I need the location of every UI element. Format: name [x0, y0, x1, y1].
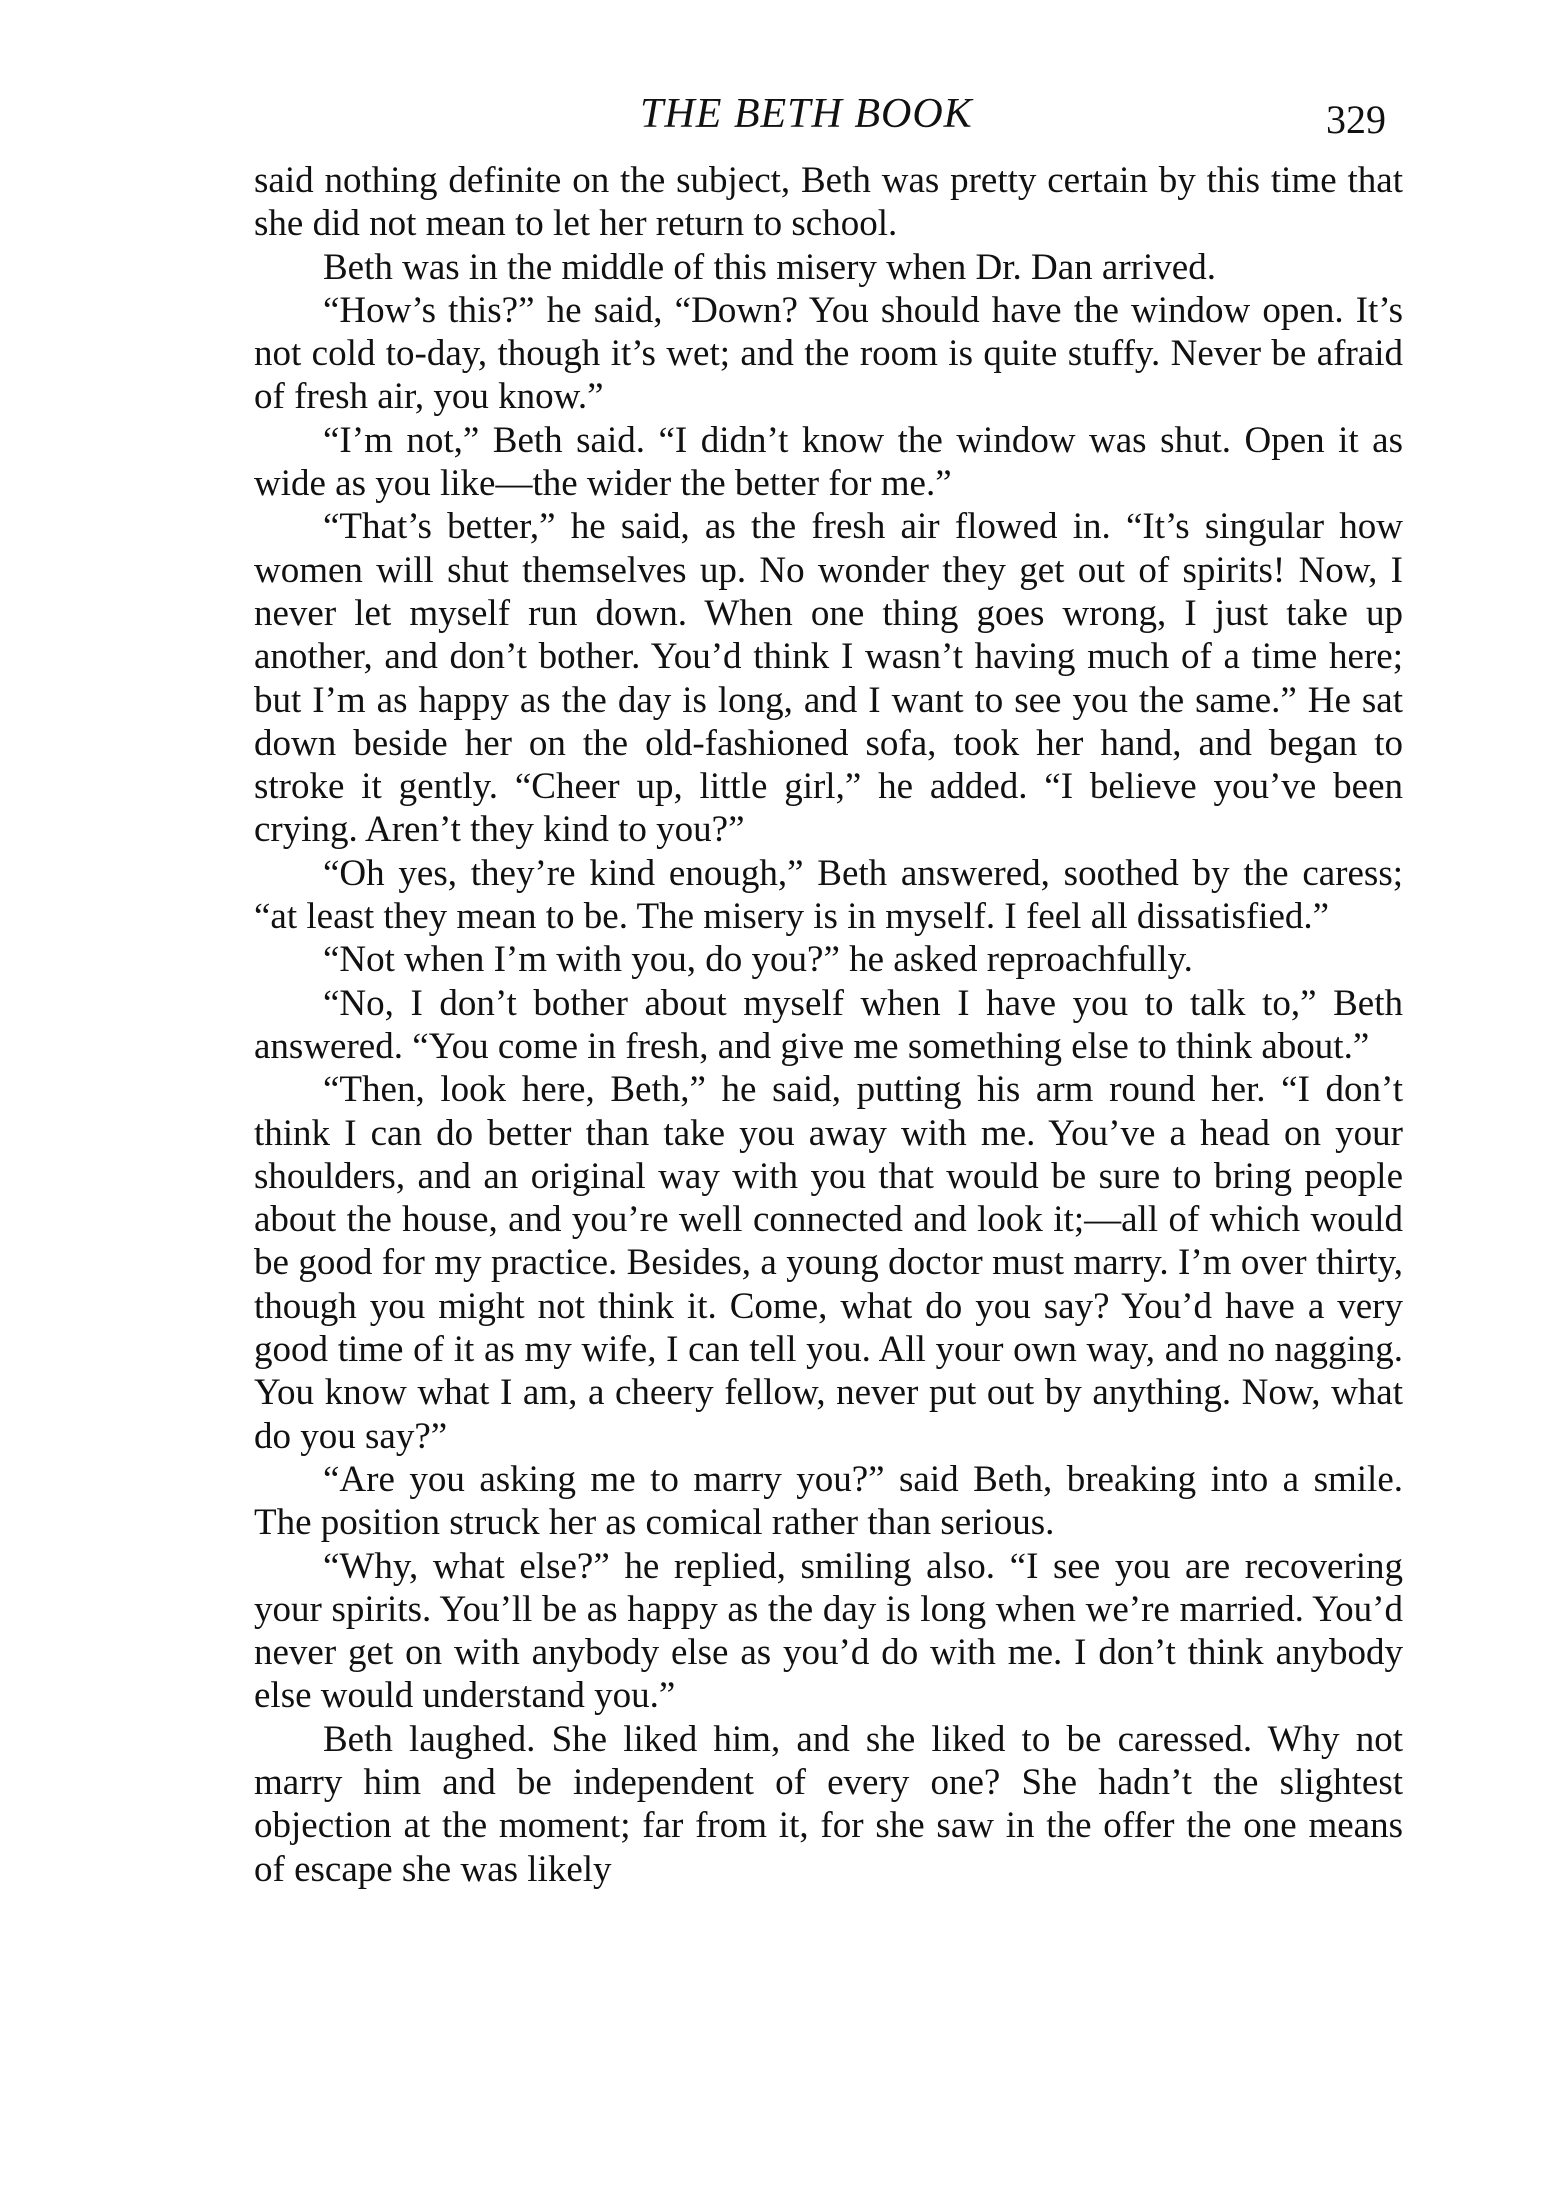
- running-title: THE BETH BOOK: [640, 91, 973, 137]
- page-number: 329: [1326, 97, 1386, 142]
- paragraph: “Why, what else?” he replied, smiling also. “I see you are recovering your spirits. You’ll be as happy as the day is long when we’re married. You’d never get on with anybody else as you’d do with me. I don’t think anybody else would understand you.”: [254, 1545, 1403, 1717]
- paragraph: “Then, look here, Beth,” he said, putting his arm round her. “I don’t think I can do better than take you away with me. You’ve a head on your shoulders, and an original way with you that would be sure to bring people about the house, and you’re well connected and look it;—all of which would be good for my practice. Besides, a young doctor must marry. I’m over thirty, though you might not think it. Come, what do you say? You’d have a very good time of it as my wife, I can tell you. All your own way, and no nagging. You know what I am, a cheery fellow, never put out by anything. Now, what do you say?”: [254, 1069, 1403, 1457]
- paragraph: Beth was in the middle of this misery when Dr. Dan arrived.: [323, 246, 1216, 288]
- paragraph-continued: said nothing definite on the subject, Beth was pretty certain by this time that she did not mean to let her return to school.: [254, 160, 1403, 245]
- paragraph: “How’s this?” he said, “Down? You should have the window open. It’s not cold to-day, though it’s wet; and the room is quite stuffy. Never be afraid of fresh air, you know.”: [254, 289, 1403, 418]
- paragraph: “Are you asking me to marry you?” said Beth, breaking into a smile. The position struck her as comical rather than serious.: [254, 1458, 1403, 1544]
- paragraph: “I’m not,” Beth said. “I didn’t know the window was shut. Open it as wide as you like—the wider the better for me.”: [254, 419, 1403, 505]
- body-text: [254, 159, 1403, 1891]
- paragraph: “Oh yes, they’re kind enough,” Beth answered, soothed by the caress; “at least they mean to be. The misery is in myself. I feel all dissatisfied.”: [254, 852, 1403, 938]
- running-head: [0, 84, 1546, 144]
- paragraph: “That’s better,” he said, as the fresh air flowed in. “It’s singular how women will shut themselves up. No wonder they get out of spirits! Now, I never let myself run down. When one thing goes wrong, I just take up another, and don’t bother. You’d think I wasn’t having much of a time here; but I’m as happy as the day is long, and I want to see you the same.” He sat down beside her on the old-fashioned sofa, took her hand, and began to stroke it gently. “Cheer up, little girl,” he added. “I believe you’ve been crying. Aren’t they kind to you?”: [254, 506, 1403, 851]
- paragraph: “No, I don’t bother about myself when I have you to talk to,” Beth answered. “You come in fresh, and give me something else to think about.”: [254, 982, 1403, 1067]
- paragraph: Beth laughed. She liked him, and she liked to be caressed. Why not marry him and be independent of every one? She hadn’t the slightest objection at the moment; far from it, for she saw in the offer the one means of escape she was likely: [254, 1718, 1403, 1890]
- paragraph: “Not when I’m with you, do you?” he asked reproachfully.: [323, 939, 1193, 981]
